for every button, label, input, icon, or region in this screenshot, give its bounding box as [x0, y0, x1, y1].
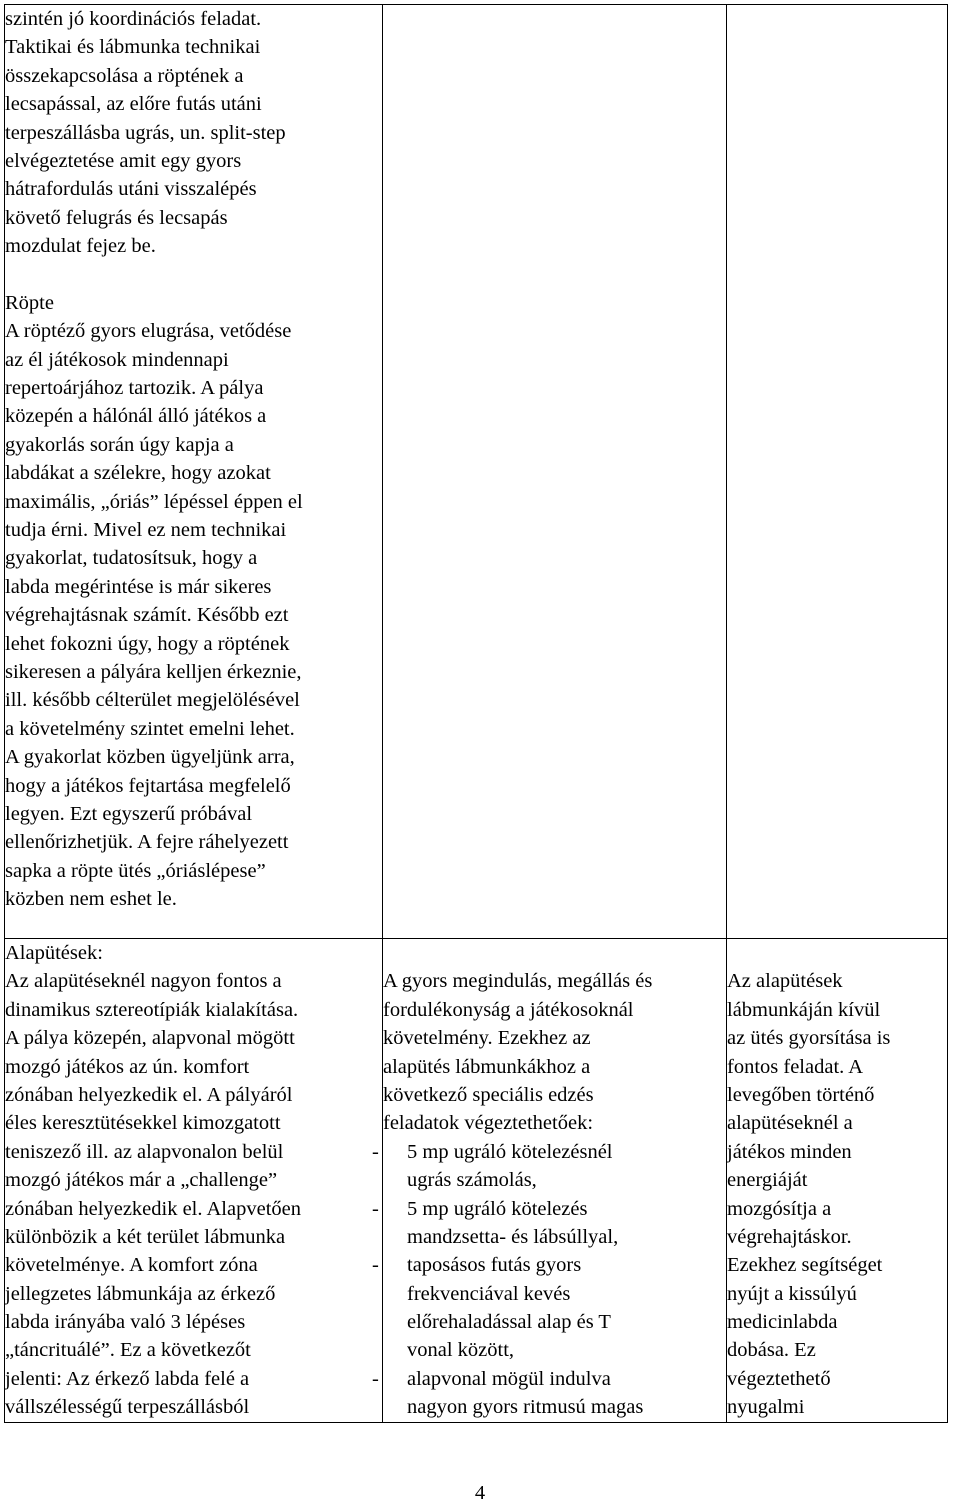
- text-line: levegőben történő: [727, 1083, 875, 1106]
- text-line: alapütéseknél a: [727, 1112, 853, 1135]
- text-line: mozgó játékos már a „challenge”: [5, 1169, 278, 1192]
- text-line: éles keresztütésekkel kimozgatott: [5, 1112, 281, 1135]
- page-number: 4: [474, 1482, 486, 1504]
- section-heading-alaputesek: Alapütések:: [5, 942, 103, 964]
- text-line: ellenőrizhetjük. A fejre ráhelyezett: [5, 831, 289, 854]
- bullet-dash: -: [372, 1367, 379, 1390]
- text-line: játékos minden: [727, 1140, 852, 1163]
- text-line: különbözik a két terület lábmunka: [5, 1225, 286, 1248]
- text-line: „táncrituálé”. Ez a következőt: [5, 1339, 251, 1362]
- text-line: következő speciális edzés: [383, 1083, 594, 1106]
- text-line: az ütés gyorsítása is: [727, 1027, 891, 1050]
- text-line: végrehajtásnak számít. Később ezt: [5, 604, 289, 627]
- text-line: hátrafordulás utáni visszalépés: [5, 178, 257, 201]
- row2-col2-cell: [372, 939, 727, 1423]
- table-row: [5, 939, 948, 1423]
- text-line: mozgó játékos az ún. komfort: [5, 1055, 250, 1078]
- bullet-dash: -: [372, 1197, 379, 1220]
- text-line: frekvenciával kevés: [407, 1282, 571, 1305]
- text-line: közepén a hálónál álló játékos a: [5, 405, 267, 428]
- text-line: közben nem eshet le.: [5, 888, 177, 911]
- text-line: követő felugrás és lecsapás: [5, 206, 228, 229]
- text-line: ugrás számolás,: [407, 1169, 537, 1192]
- row2-col1-text: [5, 939, 382, 1422]
- text-line: labda irányába való 3 lépéses: [5, 1311, 246, 1334]
- row1-col1-cell: [5, 5, 383, 939]
- spacer: [727, 939, 947, 967]
- row2-col1-cell: [5, 939, 383, 1423]
- text-line: lábmunkáján kívül: [727, 998, 881, 1021]
- text-line: lehet fokozni úgy, hogy a röptének: [5, 632, 290, 655]
- text-line: terpeszállásba ugrás, un. split-step: [5, 121, 286, 144]
- text-line: sikeresen a pályára kelljen érkeznie,: [5, 660, 302, 683]
- text-line: energiáját: [727, 1169, 808, 1192]
- row2-col3-text: [727, 939, 947, 1422]
- text-line: A pálya közepén, alapvonal mögött: [5, 1027, 295, 1050]
- text-line: a követelmény szintet emelni lehet.: [5, 717, 295, 740]
- text-line: alapütés lábmunkákhoz a: [383, 1055, 591, 1078]
- text-line: labdákat a szélekre, hogy azokat: [5, 462, 271, 485]
- text-line: az él játékosok mindennapi: [5, 348, 229, 371]
- text-line: zónában helyezkedik el. A pályáról: [5, 1083, 293, 1106]
- row1-col3-cell: [727, 5, 948, 939]
- text-line: taposásos futás gyors: [407, 1254, 582, 1277]
- list-item: [372, 1251, 726, 1365]
- row1-col2-cell: [383, 5, 727, 939]
- text-line: Ezekhez segítséget: [727, 1254, 883, 1277]
- text-line: gyakorlat, tudatosítsuk, hogy a: [5, 547, 258, 570]
- text-line: teniszező ill. az alapvonalon belül: [5, 1140, 284, 1163]
- spacer: [383, 939, 726, 967]
- text-line: labda megérintése is már sikeres: [5, 575, 272, 598]
- list-item: [372, 1365, 726, 1422]
- text-line: elvégeztetése amit egy gyors: [5, 149, 242, 172]
- text-line: maximális, „óriás” lépéssel éppen el: [5, 490, 303, 513]
- text-line: mandzsetta- és lábsúllyal,: [407, 1225, 619, 1248]
- text-line: szintén jó koordinációs feladat.: [5, 8, 262, 30]
- text-line: legyen. Ezt egyszerű próbával: [5, 802, 253, 825]
- text-line: vonal között,: [407, 1339, 515, 1362]
- text-line: feladatok végeztethetőek:: [383, 1112, 594, 1135]
- text-line: gyakorlás során úgy kapja a: [5, 433, 234, 456]
- text-line: ill. később célterület megjelölésével: [5, 689, 300, 712]
- text-line: vállszélességű terpeszállásból: [5, 1396, 250, 1419]
- text-line: tudja érni. Mivel ez nem technikai: [5, 519, 287, 542]
- text-line: dinamikus sztereotípiák kialakítása.: [5, 998, 299, 1021]
- section-heading-ropte: Röpte: [5, 291, 54, 314]
- text-line: alapvonal mögül indulva: [407, 1367, 611, 1390]
- text-line: A gyakorlat közben ügyeljünk arra,: [5, 746, 295, 769]
- text-line: nyugalmi: [727, 1396, 805, 1419]
- text-line: végrehajtáskor.: [727, 1225, 852, 1248]
- text-line: előrehaladással alap és T: [407, 1311, 611, 1334]
- text-line: A gyors megindulás, megállás és: [383, 970, 653, 993]
- text-line: 5 mp ugráló kötelezésnél: [407, 1140, 613, 1163]
- table-row: [5, 5, 948, 939]
- text-line: hogy a játékos fejtartása megfelelő: [5, 774, 291, 797]
- text-line: fontos feladat. A: [727, 1055, 864, 1078]
- text-line: A röptéző gyors elugrása, vetődése: [5, 320, 292, 343]
- text-line: végeztethető: [727, 1367, 831, 1390]
- list-item: [372, 1138, 726, 1195]
- bullet-dash: -: [372, 1140, 379, 1163]
- row2-col2-text: [372, 939, 726, 1422]
- blank-line: [5, 261, 382, 289]
- row2-col3-cell: [727, 939, 948, 1423]
- text-line: Taktikai és lábmunka technikai: [5, 36, 261, 59]
- text-line: jelenti: Az érkező labda felé a: [5, 1367, 250, 1390]
- row1-col1-text: [5, 5, 382, 914]
- list-item: [372, 1195, 726, 1252]
- text-line: sapka a röpte ütés „óriáslépese”: [5, 859, 266, 882]
- text-line: mozdulat fejez be.: [5, 235, 156, 258]
- text-line: medicinlabda: [727, 1311, 838, 1334]
- text-line: mozgósítja a: [727, 1197, 832, 1220]
- text-line: fordulékonyság a játékosoknál: [383, 998, 634, 1021]
- text-line: repertoárjához tartozik. A pálya: [5, 377, 264, 400]
- text-line: Az alapütések: [727, 970, 843, 993]
- text-line: jellegzetes lábmunkája az érkező: [5, 1282, 276, 1305]
- text-line: lecsapással, az előre futás utáni: [5, 93, 262, 116]
- text-line: követelmény. Ezekhez az: [383, 1027, 591, 1050]
- content-table: [4, 4, 948, 1423]
- text-line: nagyon gyors ritmusú magas: [407, 1396, 644, 1419]
- text-line: 5 mp ugráló kötelezés: [407, 1197, 588, 1220]
- bullet-dash: -: [372, 1254, 379, 1277]
- text-line: Az alapütéseknél nagyon fontos a: [5, 970, 282, 993]
- text-line: dobása. Ez: [727, 1339, 816, 1362]
- text-line: nyújt a kissúlyú: [727, 1282, 857, 1305]
- text-line: zónában helyezkedik el. Alapvetően: [5, 1197, 301, 1220]
- text-line: összekapcsolása a röptének a: [5, 64, 244, 87]
- text-line: követelménye. A komfort zóna: [5, 1254, 258, 1277]
